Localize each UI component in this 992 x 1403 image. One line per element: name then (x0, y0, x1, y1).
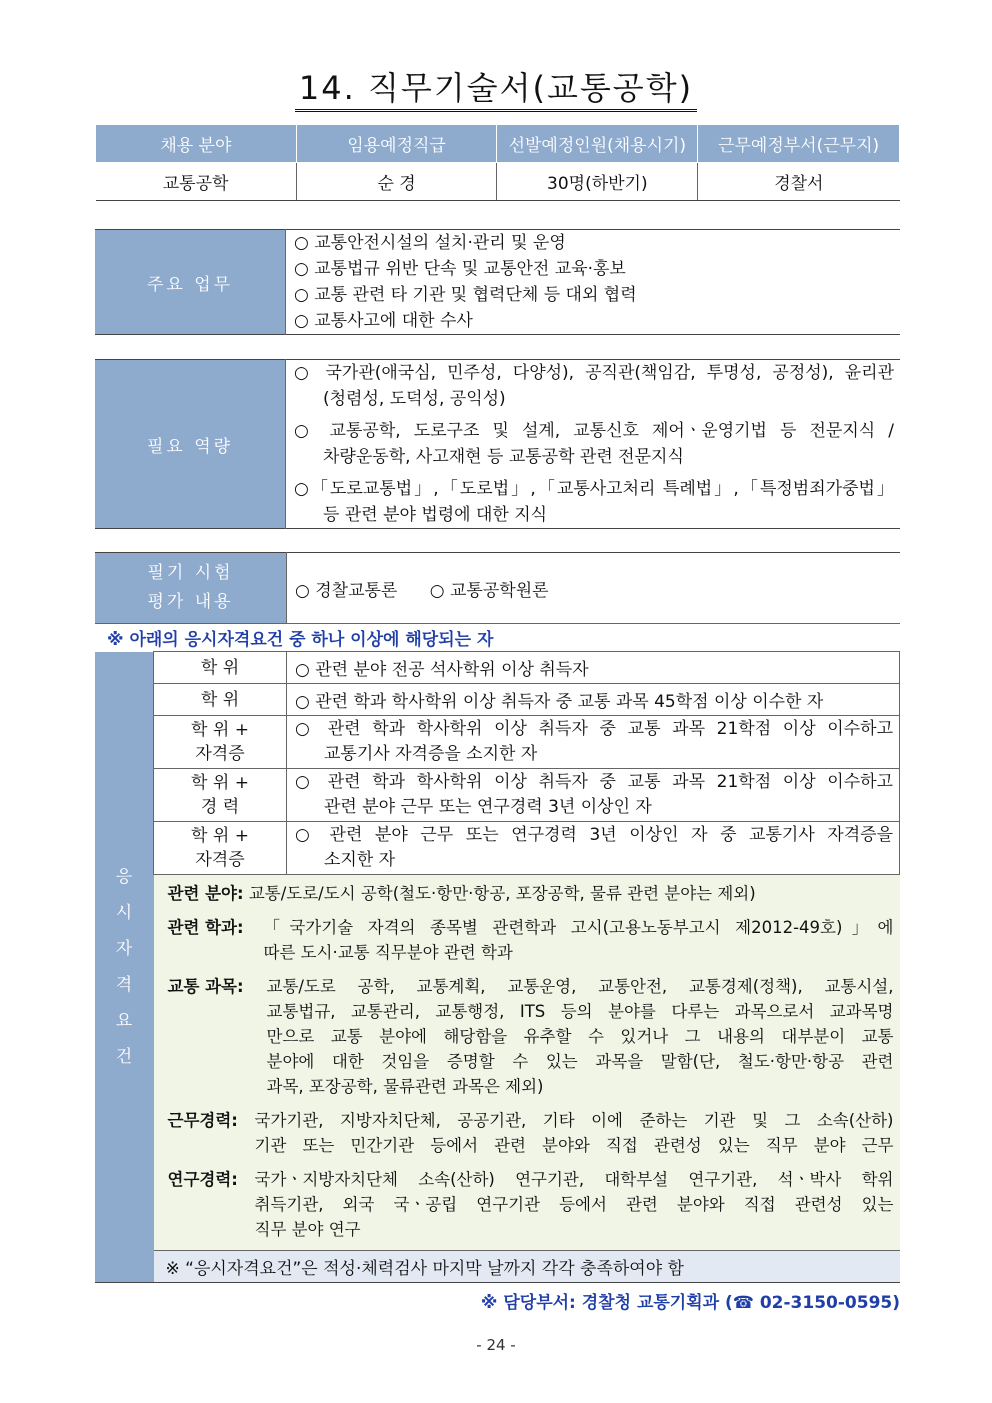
header-field: 채용 분야 (96, 125, 297, 163)
side-char: 응 (115, 866, 133, 887)
duties-table (95, 229, 900, 335)
value-department: 경찰서 (698, 163, 900, 201)
side-char: 요 (115, 1010, 133, 1031)
competency-item: ○「도로교통법」,「도로법」,「교통사고처리 특례법」,「특정범죄가중법」 (294, 479, 894, 499)
duties-label: 주요 업무 (95, 230, 286, 335)
duty-item: ○ 교통사고에 대한 수사 (294, 311, 473, 331)
value-rank: 순 경 (296, 163, 497, 201)
competency-item: ○ 국가관(애국심, 민주성, 다양성), 공직관(책임감, 투명성, 공정성), 윤리관 (294, 363, 894, 383)
qualification-side-label (95, 652, 154, 1283)
value-field: 교통공학 (96, 163, 297, 201)
definitions (154, 875, 900, 1251)
def-dept: 관련 학과: 「국가기술 자격의 종목별 관련학과 고시(고용노동부고시 제2012-49호)」에 따른 도시·교통 직무분야 관련 학과 (167, 918, 894, 962)
qualification-desc: ○ 관련 학과 학사학위 이상 취득자 중 교통 과목 45학점 이상 이수한 자 (287, 684, 900, 716)
value-headcount: 30명(하반기) (497, 163, 698, 201)
page-title: 14. 직무기술서(교통공학) (0, 68, 992, 108)
footer-note: ※ “응시자격요건”은 적성·체력검사 마지막 날까지 각각 충족하여야 함 (154, 1251, 900, 1283)
qualification-desc: ○ 관련 학과 학사학위 이상 취득자 중 교통 과목 21학점 이상 이수하고 관련 분야 근무 또는 연구경력 3년 이상인 자 (287, 769, 900, 822)
duty-item: ○ 교통안전시설의 설치·관리 및 운영 (294, 233, 566, 253)
qualification-type: 학 위 (154, 652, 287, 684)
competency-table (95, 359, 900, 529)
qualification-table (95, 552, 900, 1283)
header-rank: 임용예정직급 (296, 125, 497, 163)
header-department: 근무예정부서(근무지) (698, 125, 900, 163)
qualification-type: 학 위 + 자격증 (154, 822, 287, 875)
def-subject: 교통 과목: 교통/도로 공학, 교통계획, 교통운영, 교통안전, 교통경제(정책), 교통시설, 교통법규, 교통관리, 교통행정, ITS 등의 분야를 다루는 과목으로서 교과목명 만으로 교통 분야에 해당함을 유추할 수 있거나 그 내용의 대부분이 교통 분야에 대한 것임을 증명할 수 있는 과목을 말함(단, 철도·항만·항공 관련 과목, 포장공학, 물류관련 과목은 제외) (167, 977, 894, 1096)
exam-label-line: 필기 시험 (147, 563, 234, 583)
def-research: 연구경력: 국가ㆍ지방자치단체 소속(산하) 연구기관, 대학부설 연구기관, 석ㆍ박사 학위 취득기관, 외국 국ㆍ공립 연구기관 등에서 관련 분야와 직접 관련성 있는 직무 분야 연구 (167, 1170, 894, 1239)
qualification-desc: ○ 관련 분야 전공 석사학위 이상 취득자 (287, 652, 900, 684)
def-work: 근무경력: 국가기관, 지방자치단체, 공공기관, 기타 이에 준하는 기관 및 그 소속(산하) 기관 또는 민간기관 등에서 관련 분야와 직접 관련성 있는 직무 분야 근무 (167, 1111, 894, 1155)
competency-item-cont: 차량운동학, 사고재현 등 교통공학 관련 전문지식 (323, 447, 684, 467)
competency-item-cont: 등 관련 분야 법령에 대한 지식 (323, 505, 548, 525)
qualification-type: 학 위 + 자격증 (154, 716, 287, 769)
exam-label-line: 평가 내용 (147, 592, 234, 612)
qualification-type: 학 위 (154, 684, 287, 716)
competency-item: ○ 교통공학, 도로구조 및 설계, 교통신호 제어ㆍ운영기법 등 전문지식 / (294, 421, 894, 441)
side-char: 격 (115, 974, 133, 995)
duty-item: ○ 교통 관련 타 기관 및 협력단체 등 대외 협력 (294, 285, 637, 305)
header-headcount: 선발예정인원(채용시기) (497, 125, 698, 163)
side-char: 시 (115, 902, 133, 923)
exam-subjects: ○ 경찰교통론 ○ 교통공학원론 (287, 553, 900, 624)
side-char: 건 (115, 1046, 133, 1067)
exam-label (95, 553, 287, 624)
contact-info: ※ 담당부서: 경찰청 교통기획과 (☎ 02-3150-0595) (480, 1293, 900, 1313)
qualification-type: 학 위 + 경 력 (154, 769, 287, 822)
side-char: 자 (115, 938, 133, 959)
competency-item-cont: (청렴성, 도덕성, 공익성) (323, 389, 506, 409)
qualification-desc: ○ 관련 분야 근무 또는 연구경력 3년 이상인 자 중 교통기사 자격증을 소지한 자 (287, 822, 900, 875)
qualification-notice: ※ 아래의 응시자격요건 중 하나 이상에 해당되는 자 (95, 624, 900, 652)
competency-label: 필요 역량 (95, 360, 286, 529)
page-number: - 24 - (476, 1336, 516, 1354)
def-field: 관련 분야: 교통/도로/도시 공학(철도·항만·항공, 포장공학, 물류 관련 분야는 제외) (167, 884, 756, 903)
qualification-desc: ○ 관련 학과 학사학위 이상 취득자 중 교통 과목 21학점 이상 이수하고 교통기사 자격증을 소지한 자 (287, 716, 900, 769)
duty-item: ○ 교통법규 위반 단속 및 교통안전 교육·홍보 (294, 259, 626, 279)
summary-table (95, 124, 900, 201)
